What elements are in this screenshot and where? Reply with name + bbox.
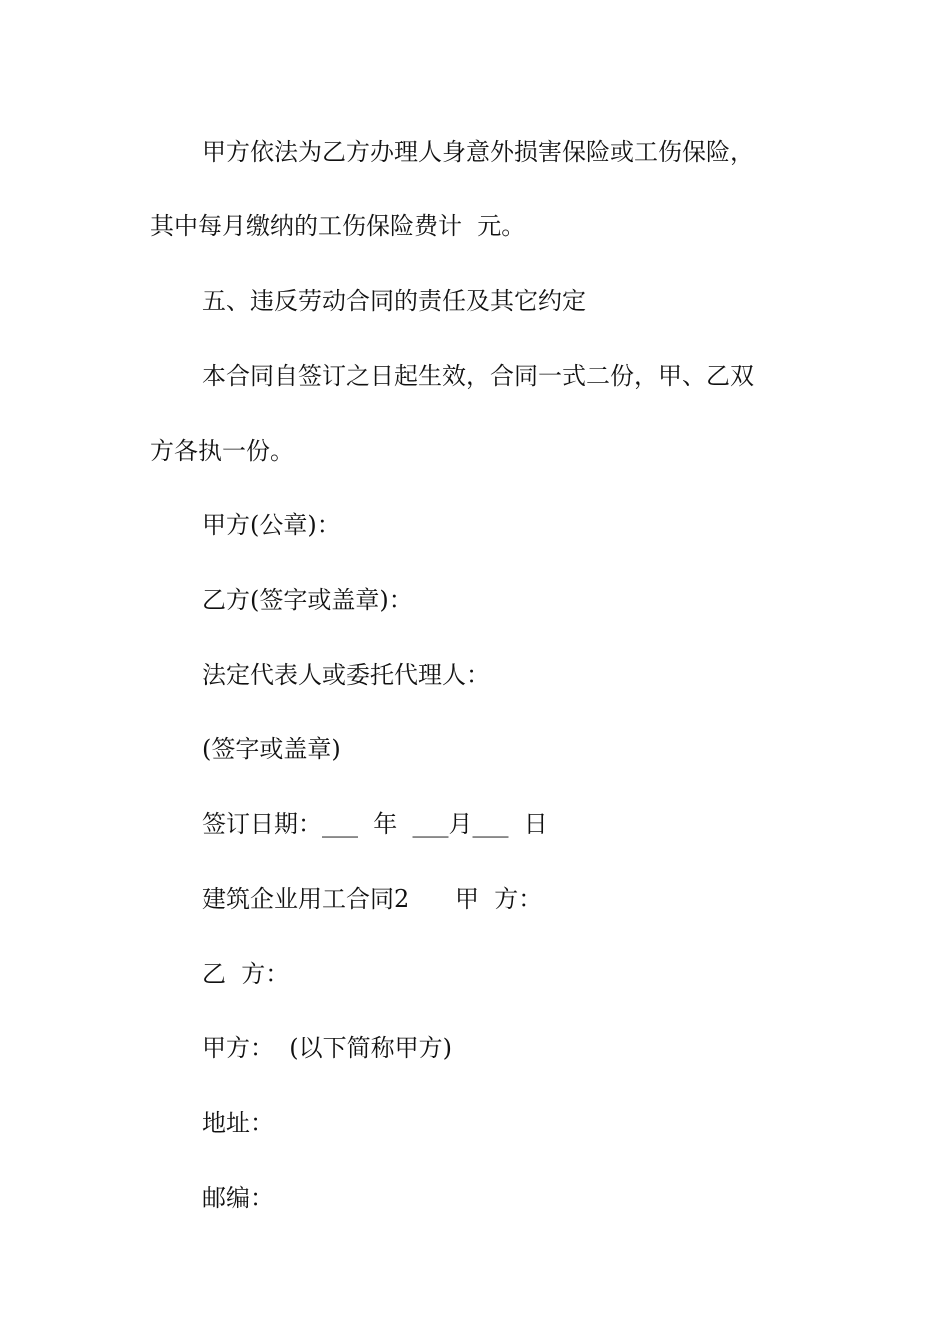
section-heading-five: 五、违反劳动合同的责任及其它约定 bbox=[202, 287, 586, 315]
address-label: 地址： bbox=[202, 1109, 274, 1137]
signature-or-seal-note: (签字或盖章) bbox=[202, 735, 341, 763]
signing-date-line: 签订日期：___ 年 ___月___ 日 bbox=[202, 810, 548, 838]
party-b-line: 乙 方： bbox=[202, 960, 290, 988]
party-a-seal-label: 甲方(公章)： bbox=[202, 511, 341, 539]
paragraph-insurance-line-2: 其中每月缴纳的工伤保险费计 元。 bbox=[150, 212, 526, 240]
party-b-signature-label: 乙方(签字或盖章)： bbox=[202, 586, 413, 614]
legal-representative-label: 法定代表人或委托代理人： bbox=[202, 661, 490, 689]
paragraph-effective-line-2: 方各执一份。 bbox=[150, 437, 294, 465]
paragraph-effective-line-1: 本合同自签订之日起生效，合同一式二份，甲、乙双 bbox=[202, 362, 754, 390]
paragraph-insurance-line-1: 甲方依法为乙方办理人身意外损害保险或工伤保险， bbox=[202, 138, 754, 166]
party-a-definition-line: 甲方： (以下简称甲方) bbox=[202, 1034, 452, 1062]
contract-2-title-line: 建筑企业用工合同2 甲 方： bbox=[202, 885, 543, 913]
postcode-label: 邮编： bbox=[202, 1184, 274, 1212]
